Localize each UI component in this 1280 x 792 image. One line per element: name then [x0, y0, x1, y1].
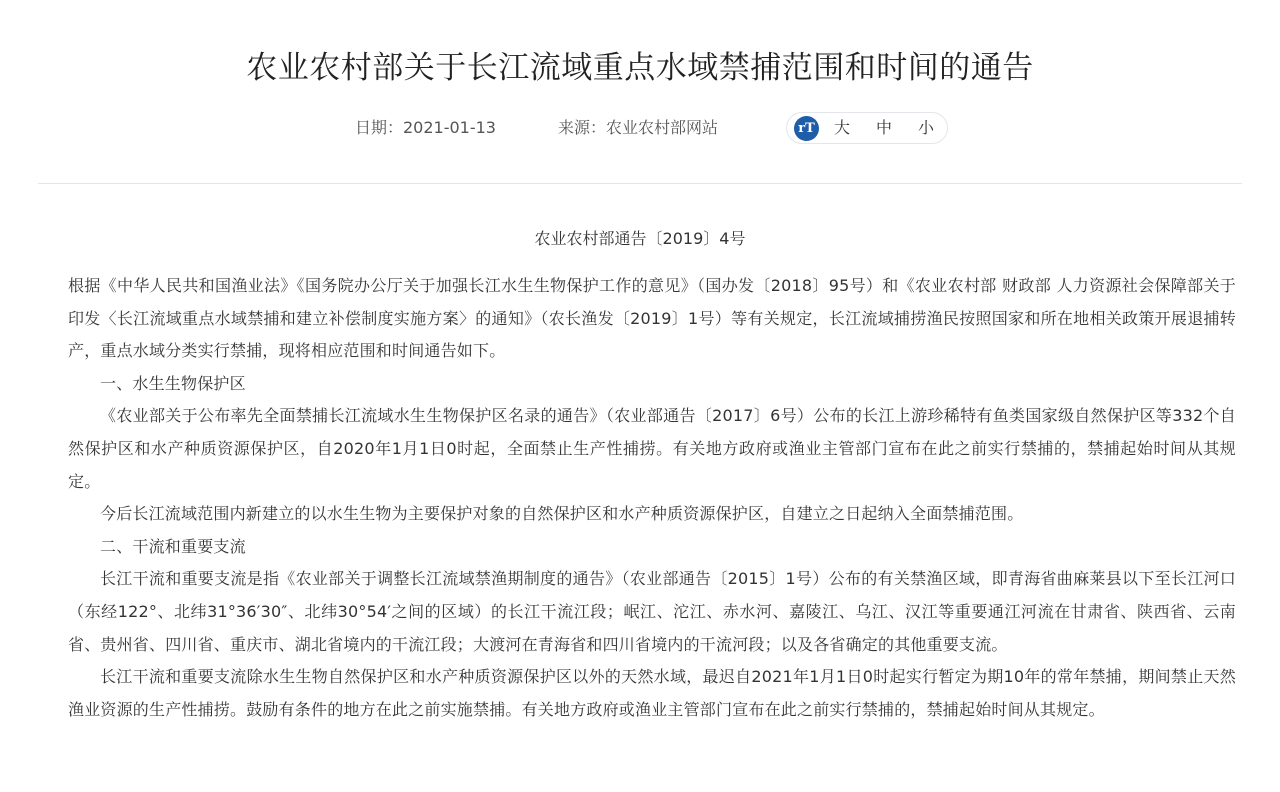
- article-title: 农业农村部关于长江流域重点水域禁捕范围和时间的通告: [246, 50, 1034, 86]
- section-heading-protected-areas: 一、水生生物保护区: [100, 373, 246, 393]
- article-source: 来源：农业农村部网站: [558, 118, 719, 137]
- body-paragraph: 《农业部关于公布率先全面禁捕长江流域水生生物保护区名录的通告》（农业部通告〔2017〕6号）公布的长江上游珍稀特有鱼类国家级自然保护区等332个自然保护区和水产种质资源保护区，自2020年1月1日0时起，全面禁止生产性捕捞。有关地方政府或渔业主管部门宣布在此之前实行禁捕的，禁捕起始时间从其规定。: [68, 406, 1236, 491]
- section-heading-main-tributaries: 二、干流和重要支流: [100, 536, 246, 556]
- body-paragraph: 今后长江流域范围内新建立的以水生生物为主要保护对象的自然保护区和水产种质资源保护区，自建立之日起纳入全面禁捕范围。: [100, 504, 1024, 524]
- body-paragraph-intro: 根据《中华人民共和国渔业法》《国务院办公厅关于加强长江水生生物保护工作的意见》（国办发〔2018〕95号）和《农业农村部 财政部 人力资源社会保障部关于印发〈长江流域重点水域禁捕和建立补偿制度实施方案〉的通知》（农长渔发〔2019〕1号）等有关规定，长江流域捕捞渔民按照国家和所在地相关政策开展退捕转产，重点水域分类实行禁捕，现将相应范围和时间通告如下。: [68, 276, 1236, 361]
- publish-date: 日期：2021-01-13: [355, 118, 496, 137]
- body-paragraph: 长江干流和重要支流是指《农业部关于调整长江流域禁渔期制度的通告》（农业部通告〔2015〕1号）公布的有关禁渔区域，即青海省曲麻莱县以下至长江河口（东经122°、北纬31°36′30″、北纬30°54′之间的区域）的长江干流江段；岷江、沱江、赤水河、嘉陵江、乌江、汉江等重要通江河流在甘肃省、陕西省、云南省、贵州省、四川省、重庆市、湖北省境内的干流江段；大渡河在青海省和四川省境内的干流河段；以及各省确定的其他重要支流。: [68, 569, 1236, 654]
- font-size-small-button[interactable]: 小: [918, 118, 935, 137]
- font-size-icon: rT: [794, 116, 819, 141]
- font-size-medium-button[interactable]: 中: [876, 118, 893, 137]
- document-number: 农业农村部通告〔2019〕4号: [534, 229, 746, 248]
- article-body: [68, 270, 1236, 726]
- header-divider: [38, 183, 1242, 184]
- font-size-large-button[interactable]: 大: [834, 118, 851, 137]
- body-paragraph: 长江干流和重要支流除水生生物自然保护区和水产种质资源保护区以外的天然水域，最迟自2021年1月1日0时起实行暂定为期10年的常年禁捕，期间禁止天然渔业资源的生产性捕捞。鼓励有条件的地方在此之前实施禁捕。有关地方政府或渔业主管部门宣布在此之前实行禁捕的，禁捕起始时间从其规定。: [68, 667, 1236, 719]
- font-size-switcher: [786, 112, 948, 144]
- article-meta: [0, 112, 1280, 144]
